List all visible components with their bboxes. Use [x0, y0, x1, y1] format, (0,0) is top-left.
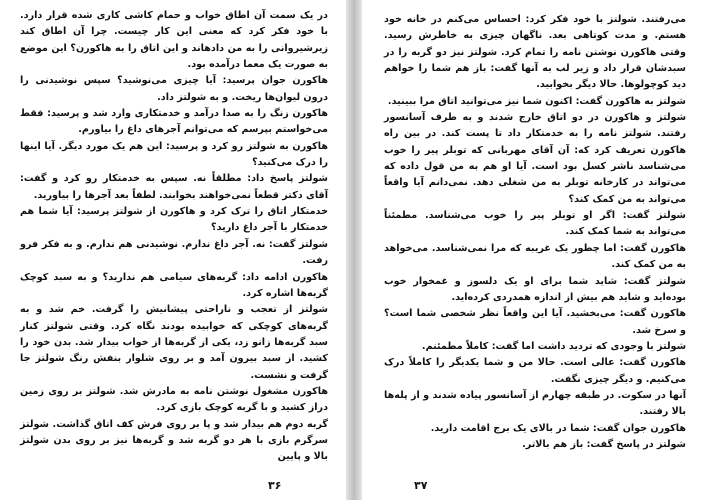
paragraph: خدمتکار اتاق را ترک کرد و هاکورن از شولتز پرسید: آیا شما هم خدمتکار با آجر داغ دارید؟ — [20, 206, 328, 234]
left-page — [0, 0, 346, 500]
paragraph: شولتز به هاکورن گفت: اکنون شما نیز می‌توانید اتاق مرا ببینید. — [387, 95, 686, 107]
paragraph: شولتز و هاکورن در دو اتاق خارج شدند و به طرف آسانسور رفتند. شولتز نامه را به خدمتکار داد تا پست کند. در بین راه هاکورن تعریف کرد که: آن آقای مهربانی که توبلر پیر را خوب می‌شناسد ناشر کسل بود است. آیا او هم به من قول داده که می‌تواند در کارخانه توبلر به من شغلی دهد. نمی‌دانم آیا واقعاً می‌تواند به من کمک کند؟ — [384, 112, 686, 205]
paragraph: هاکورن گفت: عالی است. حالا من و شما یکدیگر را کاملاً درک می‌کنیم. و دیگر چیزی نگفت. — [384, 357, 686, 385]
paragraph: شولتز پاسخ داد: مطلقاً نه. سپس به خدمتکار رو کرد و گفت: آقای دکتر قطعاً نمی‌خواهند بخوابند. لطفاً بعد آجرها را بیاورید. — [20, 173, 328, 201]
right-page — [362, 0, 708, 500]
paragraph: هاکورن جوان گفت: شما در بالای یک برج اقامت دارید. — [430, 422, 686, 434]
book-gutter — [346, 0, 362, 500]
paragraph: شولتز گفت: اگر او توبلر پیر را خوب می‌شناسد. مطمئناً می‌تواند به شما کمک کند. — [384, 210, 686, 238]
paragraph: آنها در سکوت. در طبقه چهارم از آسانسور پیاده شدند و از پله‌ها بالا رفتند. — [384, 389, 686, 418]
right-page-text — [384, 12, 686, 453]
left-page-text — [20, 8, 328, 466]
paragraph: هاکورن زنگ را به صدا درآمد و خدمتکاری وارد شد و پرسید: فقط می‌خواستم بپرسم که می‌توانم آجرهای داغ را بیاورم. — [20, 108, 328, 136]
paragraph: شولتز با وجودی که تردید داشت اما گفت: کاملاً مطمئنم. — [421, 340, 686, 352]
page-number: ۳۷ — [414, 479, 428, 492]
page-number: ۳۶ — [268, 479, 282, 492]
paragraph: هاکورن ادامه داد: گربه‌های سیامی هم ندارید؟ و به سبد کوچک گربه‌ها اشاره کرد. — [20, 271, 328, 299]
paragraph: گربه دوم هم بیدار شد و پا بر روی فرش کف اتاق گذاشت. شولتز سرگرم بازی با هر دو گربه شد و گربه‌ها نیز بر روی بدن شولتز بالا و پایین — [20, 418, 328, 463]
paragraph: هاکورن مشغول نوشتن نامه به مادرش شد. شولتز بر روی زمین دراز کشید و با گربه کوچک بازی کرد. — [20, 385, 328, 414]
paragraph: شولتز گفت: نه. آجر داغ ندارم. نوشیدنی هم ندارم. و به فکر فرو رفت. — [20, 238, 328, 267]
paragraph: هاکورن گفت: اما چطور یک غریبه که مرا نمی‌شناسد. می‌خواهد به من کمک کند. — [384, 242, 686, 271]
paragraph: می‌رفتند. شولتز با خود فکر کرد: احساس می‌کنم در خانه خود هستم. و مدت کوتاهی بعد. ناگهان چیزی به خاطرش رسید. وقتی هاکورن نوشتن نامه را تمام کرد. شولتز نیز دو گربه را در سبدشان قرار داد و زیر لب به آنها گفت: باز هم شما را خواهم دید کوچولوها. حالا دیگر بخوابید. — [384, 14, 686, 91]
paragraph: شولتز گفت: شاید شما برای او یک دلسوز و غمخوار خوب بوده‌اید و شاید هم بیش از اندازه همدردی کرده‌اید. — [384, 275, 686, 303]
paragraph: در یک سمت آن اطاق خواب و حمام کاشی کاری شده قرار دارد. با خود فکر کرد که معنی این کار چیست. چرا آن اطاق کند زیرشیروانی را به من دادهاند و این اتاق را به هاکورن؟ این موضع به صورت یک معما درآمده بود. — [20, 10, 328, 71]
paragraph: هاکورن جوان پرسید: آیا چیزی می‌نوشید؟ سپس نوشیدنی را درون لیوان‌ها ریخت. و به شولتز داد. — [20, 75, 328, 103]
paragraph: شولتز از تعجب و ناراحتی پیشانیش را گرفت. خم شد و به گربه‌های کوچکی که خوابیده بودند نگاه کرد. وقتی شولتز کنار سبد گربه‌ها زانو زد، یکی از گربه‌ها از خواب بیدار شد. بدن خود را کشید. از سبد بیرون آمد و بر روی شلوار بنفش رنگ شولتز جا گرفت و نشست. — [20, 304, 328, 381]
paragraph: هاکورن به شولتز رو کرد و پرسید: این هم یک مورد دیگر. آیا اینها را درک می‌کنید؟ — [20, 140, 328, 169]
paragraph: هاکورن گفت: می‌بخشید. آیا این واقعاً نظر شخصی شما است؟ و سرخ شد. — [384, 308, 686, 336]
paragraph: شولتز در پاسخ گفت: باز هم بالاتر. — [522, 438, 686, 450]
